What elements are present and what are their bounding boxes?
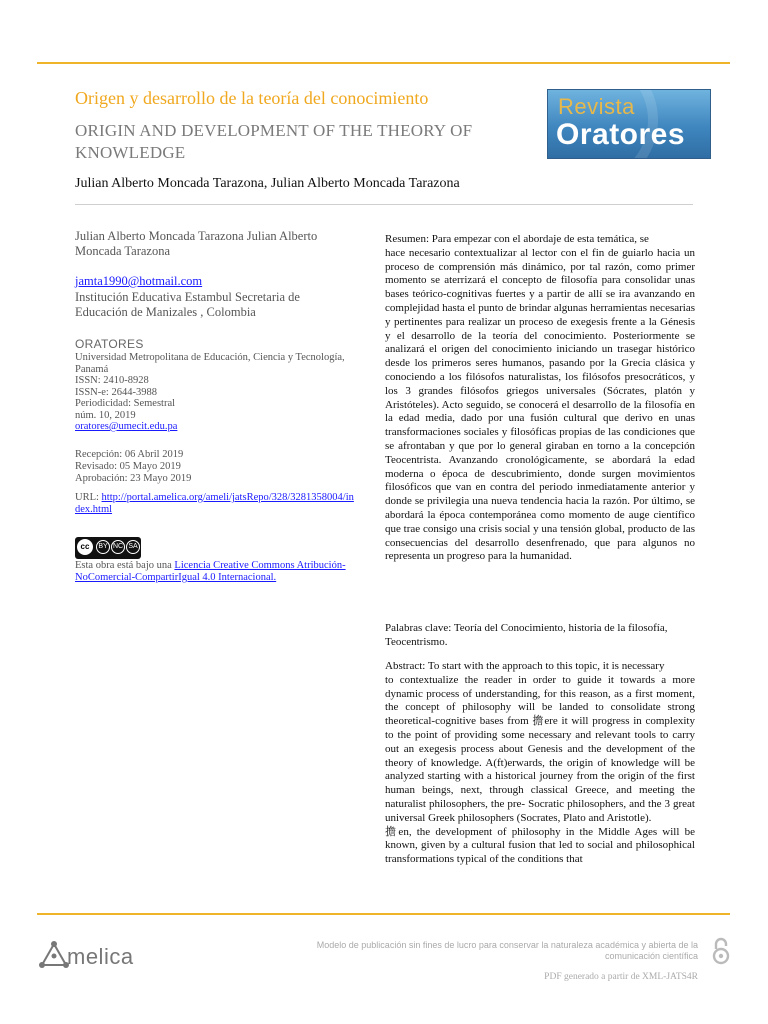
date-received: Recepción: 06 Abril 2019	[75, 449, 184, 460]
author-name: Julian Alberto Moncada Tarazona Julian Alberto Moncada Tarazona	[75, 229, 318, 258]
footer-note: Modelo de publicación sin fines de lucro para conservar la naturaleza académica y abierta de la comunicación científica	[316, 940, 698, 961]
cc-icon: cc	[77, 539, 93, 555]
footer-rule	[37, 913, 730, 915]
article-url	[75, 492, 355, 516]
issn: ISSN: 2410-8928	[75, 375, 149, 386]
author-email-link[interactable]: jamta1990@hotmail.com	[75, 274, 203, 288]
logo-line-2: Oratores	[556, 118, 686, 151]
journal-name: ORATORES	[75, 337, 144, 351]
date-revised: Revisado: 05 Mayo 2019	[75, 461, 181, 472]
creative-commons-badge[interactable]	[75, 537, 141, 559]
license-prefix: Esta obra está bajo una	[75, 560, 175, 571]
license-link[interactable]: Licencia Creative Commons Atribución- NoComercial-CompartirIgual 4.0 Internacional.	[75, 560, 346, 583]
date-approved: Aprobación: 23 Mayo 2019	[75, 473, 192, 484]
journal-email-link[interactable]: oratores@umecit.edu.pa	[75, 421, 178, 432]
journal-details	[75, 352, 355, 433]
article-url-link[interactable]: http://portal.amelica.org/ameli/jatsRepo/328/3281358004/index.html	[75, 492, 354, 515]
sa-icon: SA	[126, 540, 140, 554]
article-authors: Julian Alberto Moncada Tarazona, Julian Alberto Moncada Tarazona	[75, 176, 460, 191]
top-rule	[37, 62, 730, 64]
logo-line-1: Revista	[558, 94, 635, 119]
amelica-wordmark: melica	[67, 944, 134, 969]
open-access-icon	[711, 937, 731, 965]
abstract-en: Abstract: To start with the approach to this topic, it is necessary to contextualize the reader in order to guide it towards a more dynamic process of understanding, for this reason, as a first moment, the concept of philosophy will be landed to consolidate strong theoretical-cognitive bases from 擔ere it will progress in complexity to the point of providing some necessary and relevant tools to carry out an exegesis process about Genesis and the development of the theory of knowledge. A(ft)erwards, the origin of knowledge will be analyzed starting with a historical journey from the origin of the first human beings, next, through classical Greece, and meeting the naturalist philosophers, the pre- Socratic philosophers, and the 3 great universal Greek philosophers (Socrates, Plato and Aristotle). 擔en, the development of philosophy in the Middle Ages will be known, given by a cultural fusion that led to social and philosophical transformations typical of the conditions that	[385, 660, 695, 866]
nc-icon: NC	[111, 540, 125, 554]
periodicity: Periodicidad: Semestral	[75, 398, 176, 409]
issue: núm. 10, 2019	[75, 409, 136, 421]
article-dates	[75, 449, 355, 485]
journal-logo	[547, 89, 711, 159]
author-email[interactable]	[75, 274, 355, 289]
by-icon: BY	[96, 540, 110, 554]
abstract-es: Resumen: Para empezar con el abordaje de esta temática, se hace necesario contextualizar al lector con el fin de guiarlo hacia un proceso de comprensión más dinámico, por tal razón, como primer momento se aterrizará el concepto de filosofía para consolidar unas bases teórico-cognitivas fuertes y a partir de allí se ira avanzando en complejidad hasta el punto de brindar algunas herramientas necesarias y pertinentes para realizar un proceso de exegesis frente a la Génesis y el desarrollo de la teoría del conocimiento. Posteriormente se analizará el origen del conocimiento iniciando un trasegar histórico desde los primeros seres humanos, pasando por la Grecia clásica y conociendo a los filósofos naturalistas, los filósofos presocráticos, y los 3 grandes filósofos griegos universales (Sócrates, platón y Aristóteles). Acto seguido, se conocerá el desarrollo de la filosofía en la edad media, dado por una fusión cultural que derivo en unas transformaciones sociales y filosóficas propias de las condiciones que se afrontaban y que por lo general giraban en torno a la concepción Teocentrista. Avanzando cronológicamente, se abordará la edad moderna o época de descubrimiento, donde surgen movimientos filosóficos que van en contra del periodo inmediatamente anterior y donde se privilegia una nueva tendencia hacia la razón. Por último, se abordará la época contemporánea como momento de auge científico que trae consigo una crisis social y una tensión global, producto de las consecuencias del desarrollo desenfrenado, que para algunos no representa un progreso para la humanidad.	[385, 233, 695, 563]
amelica-logo-icon	[37, 939, 71, 973]
header-divider	[75, 204, 693, 205]
author-institution: Institución Educativa Estambul Secretaria de Educación de Manizales , Colombia	[75, 290, 300, 319]
article-title-es: Origen y desarrollo de la teoría del conocimiento	[75, 88, 429, 108]
license-notice	[75, 560, 355, 584]
article-title-en: ORIGIN AND DEVELOPMENT OF THE THEORY OF KNOWLEDGE	[75, 121, 473, 162]
issn-e: ISSN-e: 2644-3988	[75, 386, 157, 398]
keywords: Palabras clave: Teoría del Conocimiento, historia de la filosofía, Teocentrismo.	[385, 622, 668, 648]
pdf-generated-note: PDF generado a partir de XML-JATS4R	[544, 972, 698, 982]
amelica-logo	[37, 935, 162, 975]
publisher: Universidad Metropolitana de Educación, Ciencia y Tecnología, Panamá	[75, 352, 345, 375]
url-label: URL:	[75, 492, 99, 503]
